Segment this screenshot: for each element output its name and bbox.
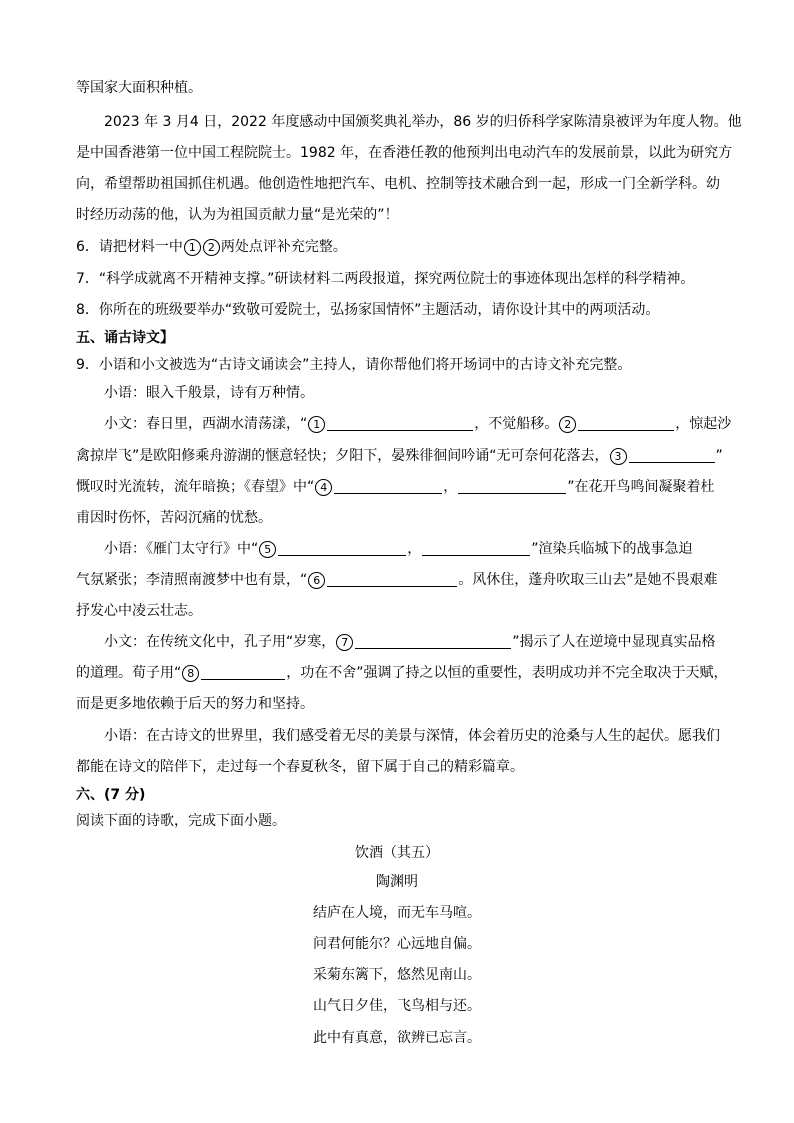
text-run: 禽掠岸飞”是欧阳修乘舟游湖的惬意轻快；夕阳下，晏殊徘徊间吟诵“无可奈何花落去， <box>76 448 609 464</box>
text-line: 等国家大面积种植。 <box>76 80 202 96</box>
poem-line: 山气日夕佳，飞鸟相与还。 <box>313 998 481 1014</box>
text-run: ， <box>407 541 422 557</box>
circled-marker: 6 <box>308 572 325 589</box>
text-run: 气氛紧张；李清照南渡梦中也有景，“ <box>76 572 308 588</box>
dialogue-line: 小语：在古诗文的世界里，我们感受着无尽的美景与深情，体会着历史的沧桑与人生的起伏。愿我们 <box>104 728 720 744</box>
text-run: ，惊起沙 <box>675 416 732 432</box>
text-run: ”在花开鸟鸣间凝聚着杜 <box>567 479 715 495</box>
circled-marker: 2 <box>203 239 220 256</box>
circled-marker: 1 <box>184 239 201 256</box>
text-line <box>76 569 718 591</box>
text-run: ，功在不舍”强调了持之以恒的重要性，表明成功并不完全取决于天赋， <box>286 665 728 681</box>
text-line: 而是更多地依赖于后天的努力和坚持。 <box>76 696 314 712</box>
answer-blank-3[interactable] <box>629 447 715 463</box>
question-7: 7．“科学成就离不开精神支撑。”研读材料二两段报道，探究两位院士的事迹体现出怎样的科学精神。 <box>76 271 695 287</box>
poem-title: 饮酒（其五） <box>355 845 439 861</box>
circled-marker: 2 <box>559 416 576 433</box>
poem-author: 陶渊明 <box>376 874 418 890</box>
answer-blank-5a[interactable] <box>278 540 406 556</box>
text-run: 。风休住，蓬舟吹取三山去”是她不畏艰难 <box>458 572 718 588</box>
question-8: 8．你所在的班级要举办“致敬可爱院士，弘扬家国情怀”主题活动，请你设计其中的两项活动。 <box>76 302 660 318</box>
dialogue-line <box>104 538 693 560</box>
text-line: 是中国香港第一位中国工程院院士。1982 年，在香港任教的他预判出电动汽车的发展前景，以此为研究方 <box>76 145 733 161</box>
circled-marker: 1 <box>308 416 325 433</box>
text-run: 慨叹时光流转，流年暗换；《春望》中“ <box>76 479 315 495</box>
question-9: 9．小语和小文被选为“古诗文诵读会”主持人，请你帮他们将开场词中的古诗文补充完整。 <box>76 357 632 373</box>
dialogue-line: 小语：眼入千般景，诗有万种情。 <box>104 385 314 401</box>
dialogue-line <box>104 631 716 653</box>
poem-line: 结庐在人境，而无车马喧。 <box>313 905 481 921</box>
question-6 <box>76 236 347 258</box>
text-run: 小文：在传统文化中，孔子用“岁寒， <box>104 634 336 650</box>
text-line <box>76 445 723 467</box>
answer-blank-7[interactable] <box>355 633 511 649</box>
circled-marker: 3 <box>610 448 627 465</box>
poem-line: 采菊东篱下，悠然见南山。 <box>313 967 481 983</box>
text-run: ” <box>715 448 723 464</box>
dialogue-line <box>104 413 731 435</box>
answer-blank-6[interactable] <box>327 571 457 587</box>
text-run: ”渲染兵临城下的战事急迫 <box>531 541 693 557</box>
text-run: ”揭示了人在逆境中显现真实品格 <box>512 634 716 650</box>
answer-blank-4a[interactable] <box>334 478 442 494</box>
q6-suffix: 两处点评补充完整。 <box>220 239 347 255</box>
text-run: ，不觉船移。 <box>474 416 559 432</box>
answer-blank-2[interactable] <box>578 415 674 431</box>
answer-blank-4b[interactable] <box>458 478 566 494</box>
circled-marker: 7 <box>336 634 353 651</box>
text-line: 都能在诗文的陪伴下，走过每一个春夏秋冬，留下属于自己的精彩篇章。 <box>76 759 524 775</box>
circled-marker: 4 <box>315 479 332 496</box>
text-run: 小文：春日里，西湖水清荡漾，“ <box>104 416 308 432</box>
poem-line: 问君何能尔？心远地自偏。 <box>313 936 481 952</box>
section-heading-6: 六、(7 分) <box>76 787 146 803</box>
answer-blank-5b[interactable] <box>422 540 530 556</box>
text-line: 甫因时伤怀，苦闷沉痛的忧愁。 <box>76 510 272 526</box>
section-heading-5: 五、诵古诗文】 <box>76 330 174 346</box>
text-line <box>76 662 728 684</box>
text-run: ， <box>443 479 458 495</box>
text-line: 抒发心中凌云壮志。 <box>76 603 202 619</box>
answer-blank-8[interactable] <box>201 664 285 680</box>
answer-blank-1[interactable] <box>327 415 473 431</box>
text-line: 时经历动荡的他，认为为祖国贡献力量“是光荣的”！ <box>76 207 399 223</box>
circled-marker: 5 <box>259 541 276 558</box>
text-line: 2023 年 3 月4 日，2022 年度感动中国颁奖典礼举办，86 岁的归侨科学家陈清泉被评为年度人物。他 <box>104 114 742 130</box>
text-line: 向，希望帮助祖国抓住机遇。他创造性地把汽车、电机、控制等技术融合到一起，形成一门全新学科。幼 <box>76 176 720 192</box>
text-line <box>76 476 715 498</box>
text-run: 的道理。荀子用“ <box>76 665 182 681</box>
text-run: 小语：《雁门太守行》中“ <box>104 541 259 557</box>
section-intro: 阅读下面的诗歌，完成下面小题。 <box>76 813 286 829</box>
q6-prefix: 6．请把材料一中 <box>76 239 183 255</box>
poem-line: 此中有真意，欲辨已忘言。 <box>313 1030 481 1046</box>
circled-marker: 8 <box>182 665 199 682</box>
